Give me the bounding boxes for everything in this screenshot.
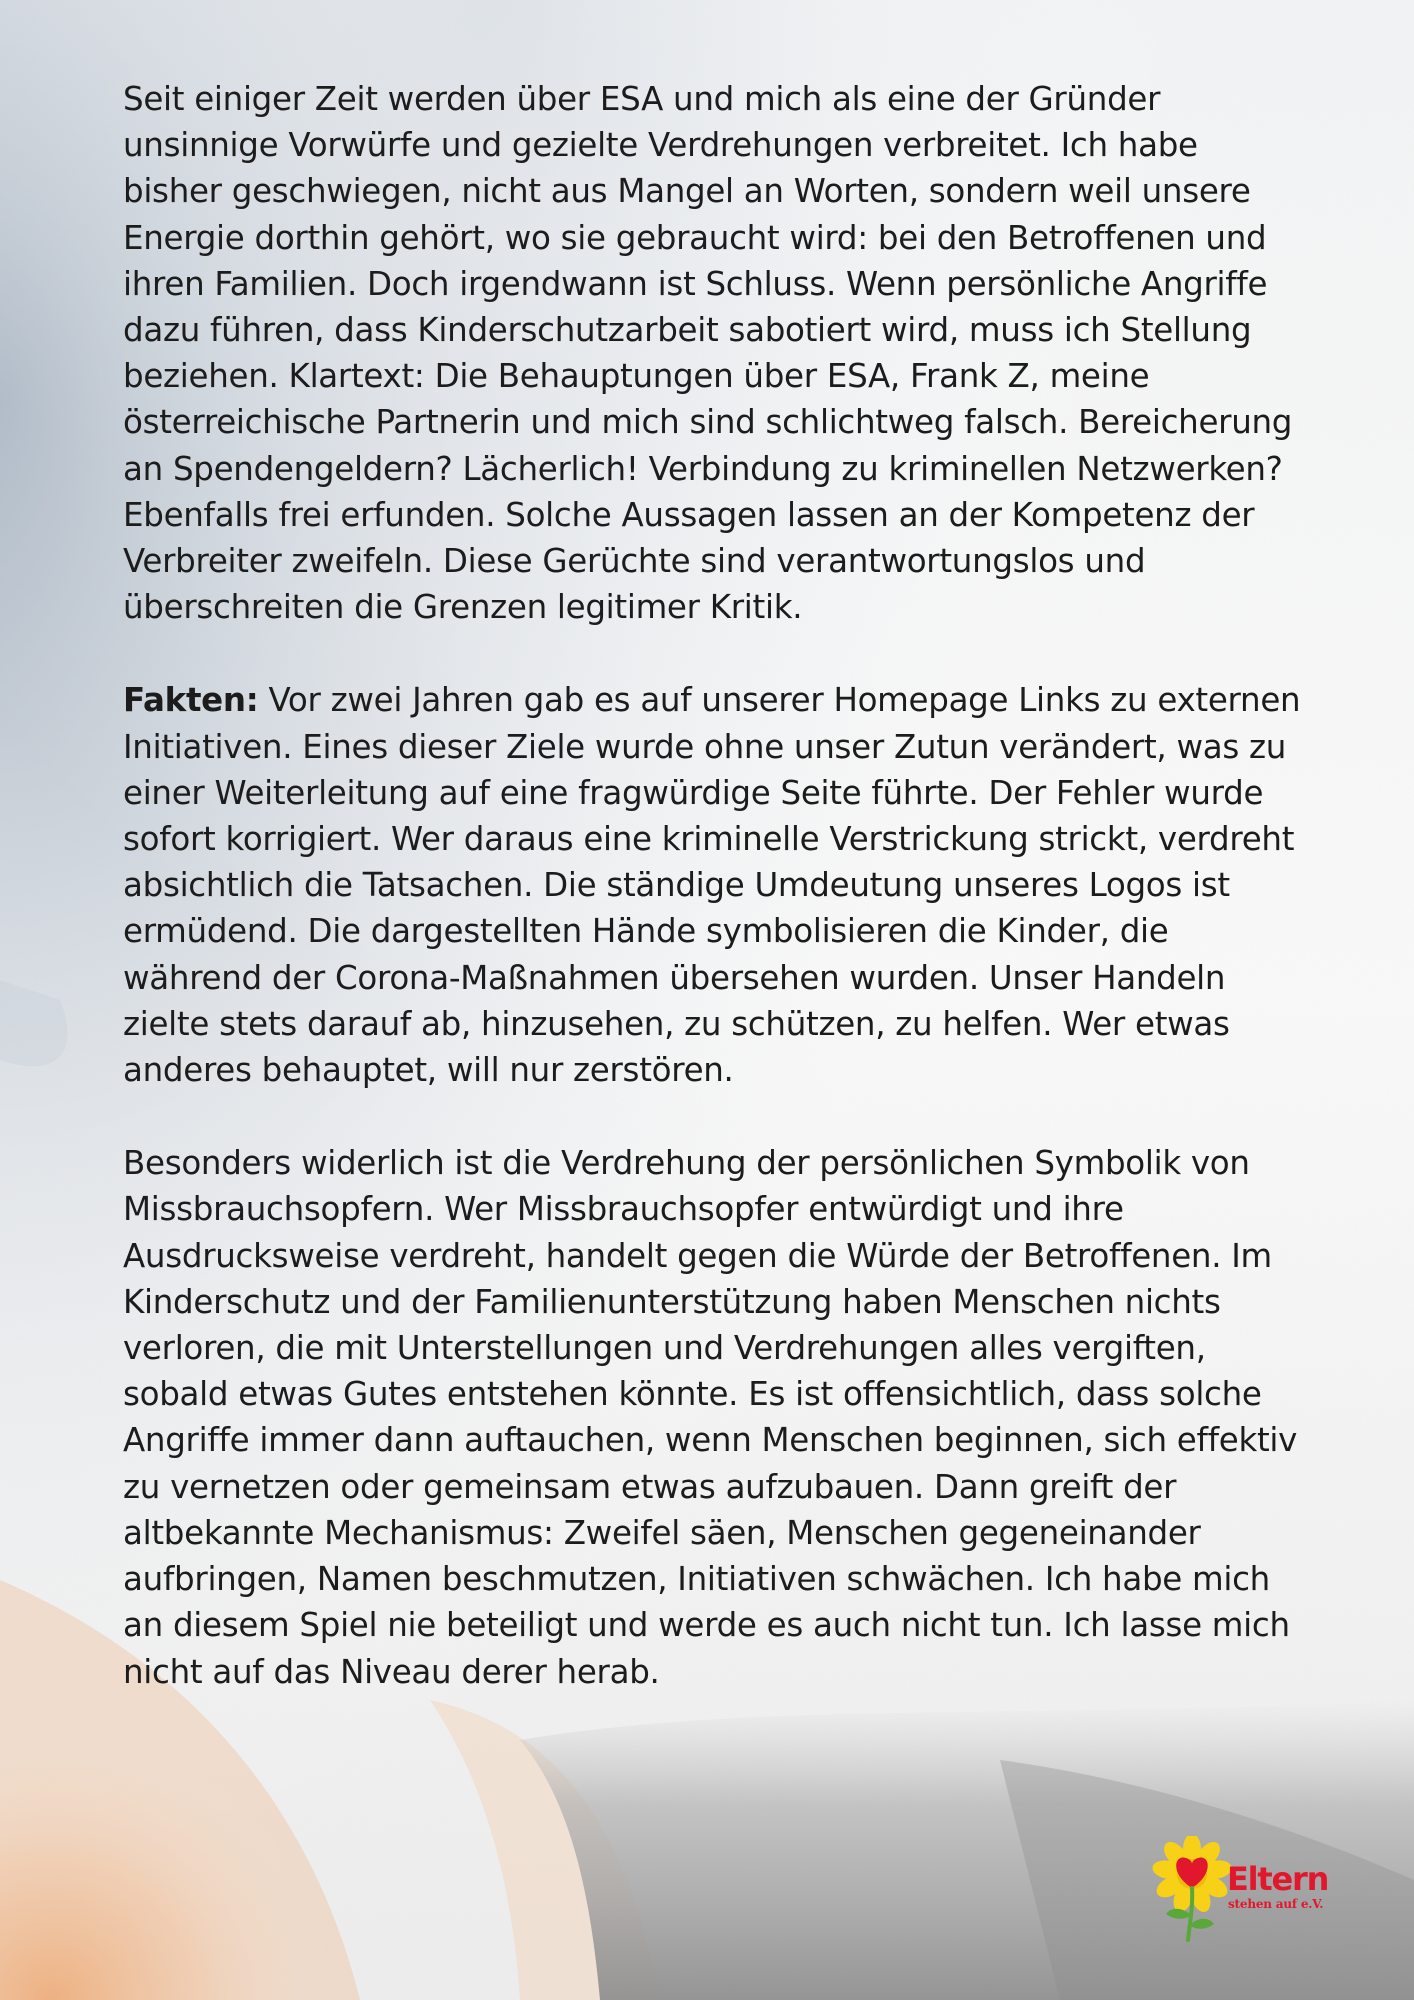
sunflower-heart-icon: [1152, 1836, 1232, 1942]
document-body: [123, 76, 1303, 1742]
paragraph-symbolism-text: Besonders widerlich ist die Verdrehung der persönlichen Symbolik von Missbrauchsopfern. Wer Missbrauchsopfer entwürdigt und ihre Ausdrucksweise verdreht, handelt gegen die Würde der Betroffenen. Im Kinderschutz und der Familienunterstützung haben Menschen nichts verloren, die mit Unterstellungen und Verdrehungen alles vergiften, sobald etwas Gutes entstehen könnte. Es ist offensichtlich, dass solche Angriffe immer dann auftauchen, wenn Menschen beginnen, sich effektiv zu vernetzen oder gemeinsam etwas aufzubauen. Dann greift der altbekannte Mechanismus: Zweifel säen, Menschen gegeneinander aufbringen, Namen beschmutzen, Initiativen schwächen. Ich habe mich an diesem Spiel nie beteiligt und werde es auch nicht tun. Ich lasse mich nicht auf das Niveau derer herab.: [123, 1144, 1298, 1691]
paragraph-intro: [123, 76, 1303, 630]
paragraph-symbolism: [123, 1140, 1303, 1694]
facts-label: Fakten:: [123, 681, 259, 720]
logo-subtitle: stehen auf e.V.: [1228, 1897, 1324, 1911]
eltern-logo: [1152, 1836, 1342, 1942]
paragraph-facts-text: Vor zwei Jahren gab es auf unserer Homepage Links zu externen Initiativen. Eines dieser Ziele wurde ohne unser Zutun verändert, was zu einer Weiterleitung auf eine fragwürdige Seite führte. Der Fehler wurde sofort korrigiert. Wer daraus eine kriminelle Verstrickung strickt, verdreht absichtlich die Tatsachen. Die ständige Umdeutung unseres Logos ist ermüdend. Die dargestellten Hände symbolisieren die Kinder, die während der Corona-Maßnahmen übersehen wurden. Unser Handeln zielte stets darauf ab, hinzusehen, zu schützen, zu helfen. Wer etwas anderes behauptet, will nur zerstören.: [123, 681, 1301, 1090]
paragraph-facts: [123, 677, 1303, 1093]
logo-title: Eltern: [1227, 1860, 1329, 1898]
paragraph-intro-text: Seit einiger Zeit werden über ESA und mich als eine der Gründer unsinnige Vorwürfe und gezielte Verdrehungen verbreitet. Ich habe bisher geschwiegen, nicht aus Mangel an Worten, sondern weil unsere Energie dorthin gehört, wo sie gebraucht wird: bei den Betroffenen und ihren Familien. Doch irgendwann ist Schluss. Wenn persönliche Angriffe dazu führen, dass Kinderschutzarbeit sabotiert wird, muss ich Stellung beziehen. Klartext: Die Behauptungen über ESA, Frank Z, meine österreichische Partnerin und mich sind schlichtweg falsch. Bereicherung an Spendengeldern? Lächerlich! Verbindung zu kriminellen Netzwerken? Ebenfalls frei erfunden. Solche Aussagen lassen an der Kompetenz der Verbreiter zweifeln. Diese Gerüchte sind verantwortungslos und überschreiten die Grenzen legitimer Kritik.: [123, 80, 1293, 627]
